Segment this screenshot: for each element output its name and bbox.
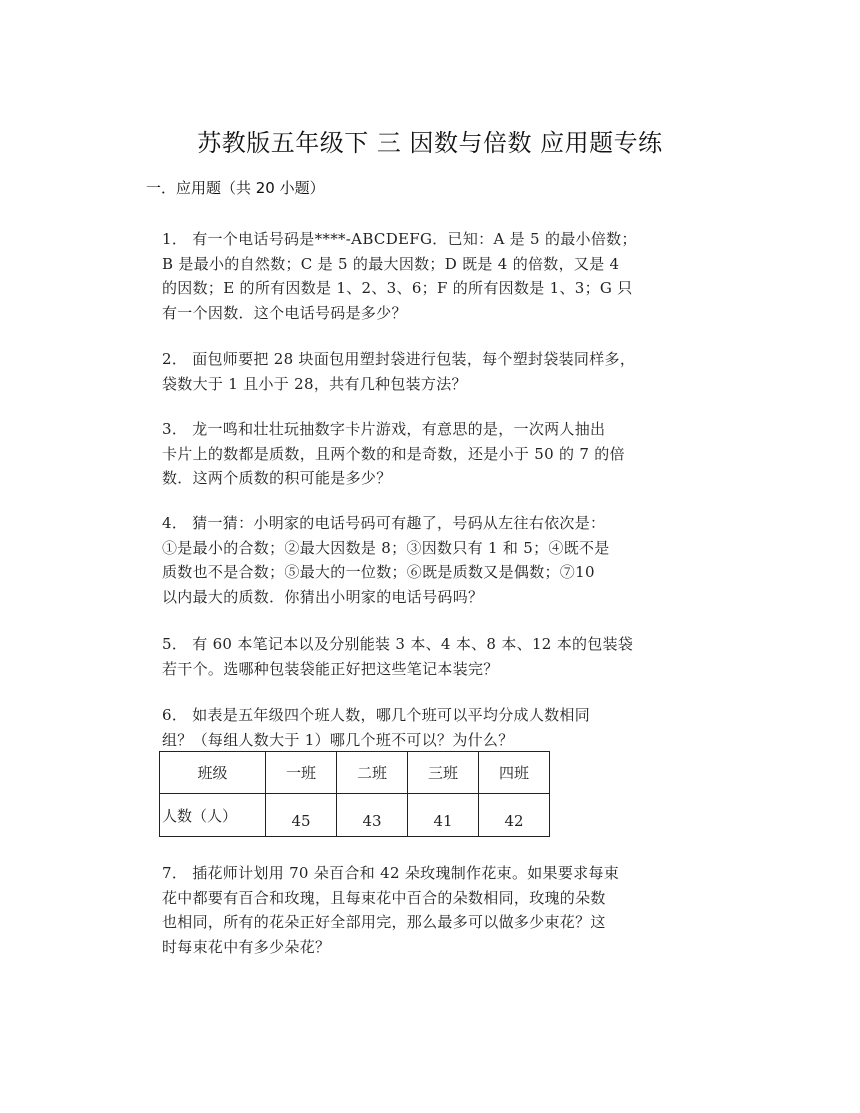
- table-cell: 45: [266, 794, 337, 837]
- question-line: 质数也不是合数；⑤最大的一位数；⑥既是质数又是偶数；⑦10: [162, 563, 595, 581]
- question-1: [162, 227, 707, 325]
- question-line: 数．这两个质数的积可能是多少？: [162, 469, 392, 487]
- question-line: 4． 猜一猜：小明家的电话号码可有趣了，号码从左往右依次是：: [162, 514, 606, 532]
- question-line: 组？（每组人数大于 1）哪几个班不可以？为什么？: [162, 730, 514, 749]
- question-line: 7． 插花师计划用 70 朵百合和 42 朵玫瑰制作花束。如果要求每束: [162, 864, 620, 882]
- question-7: [162, 861, 707, 959]
- question-line: B 是最小的自然数；C 是 5 的最大因数；D 既是 4 的倍数，又是 4: [162, 254, 620, 273]
- question-line: 的因数；E 的所有因数是 1、2、3、6；F 的所有因数是 1、3；G 只: [162, 279, 633, 297]
- table-header-row: [160, 752, 550, 794]
- question-line: 袋数大于 1 且小于 28，共有几种包装方法？: [162, 374, 467, 393]
- question-line: 卡片上的数都是质数，且两个数的和是奇数，还是小于 50 的 7 的倍: [162, 444, 625, 463]
- question-3: [162, 417, 707, 491]
- question-line: 有一个因数．这个电话号码是多少？: [162, 303, 407, 322]
- question-line: 6． 如表是五年级四个班人数，哪几个班可以平均分成人数相同: [162, 706, 591, 724]
- table-header-cell: 一班: [266, 752, 337, 794]
- table-header-cell: 四班: [479, 752, 550, 794]
- question-line: 以内最大的质数．你猜出小明家的电话号码吗？: [162, 587, 484, 606]
- question-line: 3． 龙一鸣和壮壮玩抽数字卡片游戏，有意思的是，一次两人抽出: [162, 420, 606, 438]
- question-line: 2． 面包师要把 28 块面包用塑封袋进行包装，每个塑封袋装同样多，: [162, 350, 636, 368]
- table-header-cell: 三班: [408, 752, 479, 794]
- table-cell: 41: [408, 794, 479, 837]
- table-cell: 43: [337, 794, 408, 837]
- question-line: 花中都要有百合和玫瑰，且每束花中百合的朵数相同，玫瑰的朵数: [162, 888, 606, 907]
- question-line: 也相同，所有的花朵正好全部用完，那么最多可以做多少束花？这: [162, 913, 606, 931]
- question-line: 5． 有 60 本笔记本以及分别能装 3 本、4 本、8 本、12 本的包装袋: [162, 635, 634, 653]
- question-4: [162, 511, 707, 609]
- class-size-table: [159, 751, 550, 837]
- question-6: [162, 703, 707, 752]
- question-line: 时每束花中有多少朵花？: [162, 937, 331, 956]
- question-line: 若干个。选哪种包装袋能正好把这些笔记本装完？: [162, 659, 499, 678]
- question-2: [162, 347, 707, 396]
- table-header-cell: 二班: [337, 752, 408, 794]
- section-heading: 一．应用题（共 20 小题）: [146, 179, 325, 197]
- table-row-label: 人数（人）: [160, 794, 266, 837]
- question-line: ①是最小的合数；②最大因数是 8；③因数只有 1 和 5；④既不是: [162, 538, 610, 557]
- question-line: 1． 有一个电话号码是****-ABCDEFG．已知：A 是 5 的最小倍数；: [162, 230, 637, 248]
- table-header-cell: 班级: [160, 752, 266, 794]
- table-row: [160, 794, 550, 837]
- question-5: [162, 632, 707, 681]
- page-title: 苏教版五年级下 三 因数与倍数 应用题专练: [197, 129, 663, 157]
- table-cell: 42: [479, 794, 550, 837]
